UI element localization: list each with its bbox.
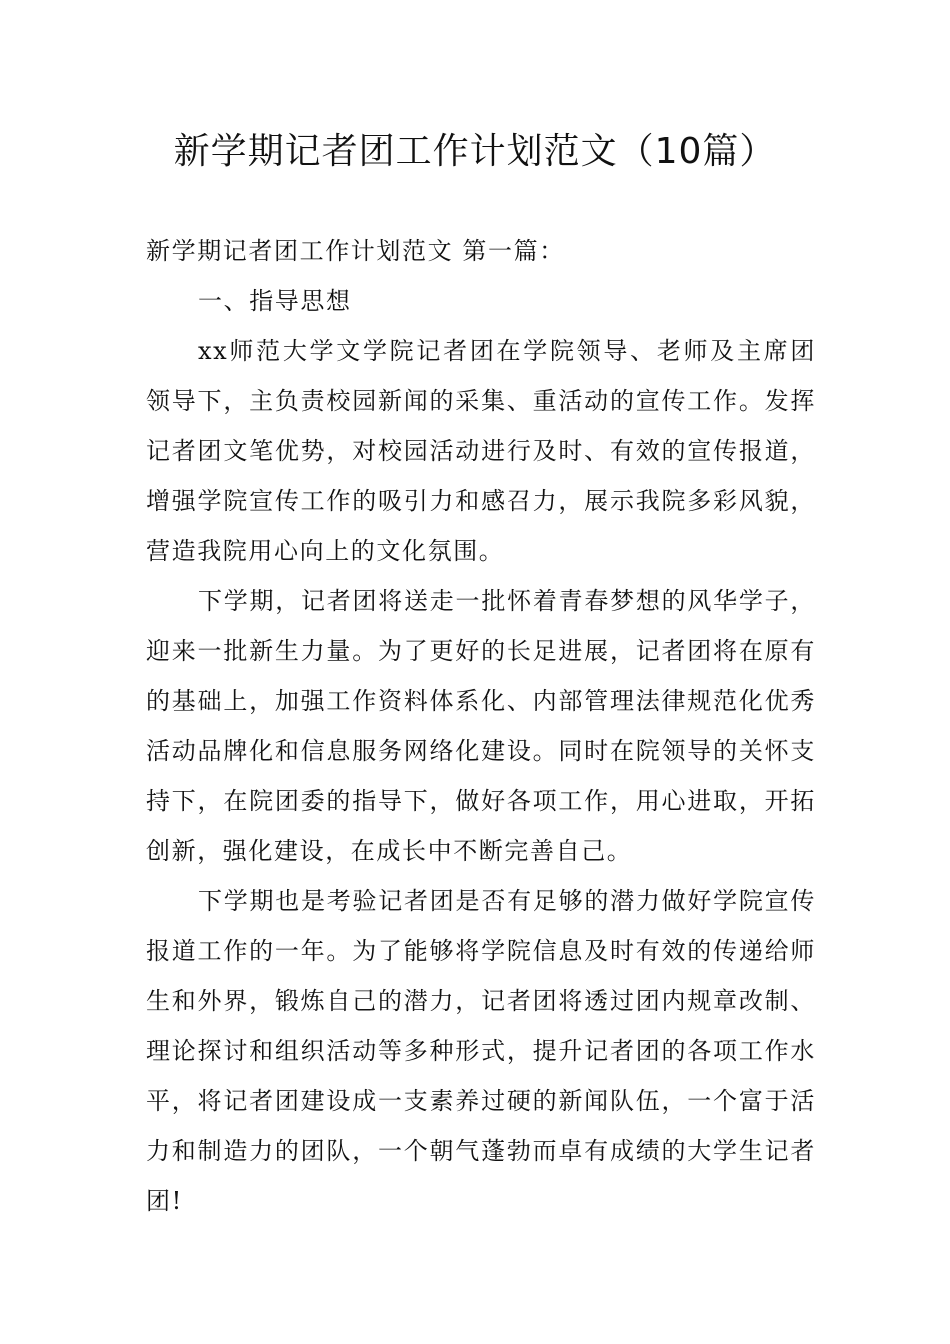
body-paragraph-1: xx师范大学文学院记者团在学院领导、老师及主席团领导下，主负责校园新闻的采集、重活动的宣传工作。发挥记者团文笔优势，对校园活动进行及时、有效的宣传报道，增强学院宣传工作的吸引力和感召力，展示我院多彩风貌，营造我院用心向上的文化氛围。 [146, 337, 816, 565]
section-subtitle: 新学期记者团工作计划范文 第一篇： [146, 237, 565, 265]
body-paragraph-2: 下学期，记者团将送走一批怀着青春梦想的风华学子，迎来一批新生力量。为了更好的长足进展，记者团将在原有的基础上，加强工作资料体系化、内部管理法律规范化优秀活动品牌化和信息服务网络化建设。同时在院领导的关怀支持下，在院团委的指导下，做好各项工作，用心进取，开拓创新，强化建设，在成长中不断完善自己。 [146, 587, 816, 865]
section-heading: 一、指导思想 [198, 287, 352, 315]
document-title: 新学期记者团工作计划范文（10篇） [173, 131, 777, 172]
body-paragraph-3: 下学期也是考验记者团是否有足够的潜力做好学院宣传报道工作的一年。为了能够将学院信息及时有效的传递给师生和外界，锻炼自己的潜力，记者团将透过团内规章改制、理论探讨和组织活动等多种形式，提升记者团的各项工作水平，将记者团建设成一支素养过硬的新闻队伍，一个富于活力和制造力的团队，一个朝气蓬勃而卓有成绩的大学生记者团! [146, 887, 816, 1215]
document-body [146, 226, 816, 1226]
